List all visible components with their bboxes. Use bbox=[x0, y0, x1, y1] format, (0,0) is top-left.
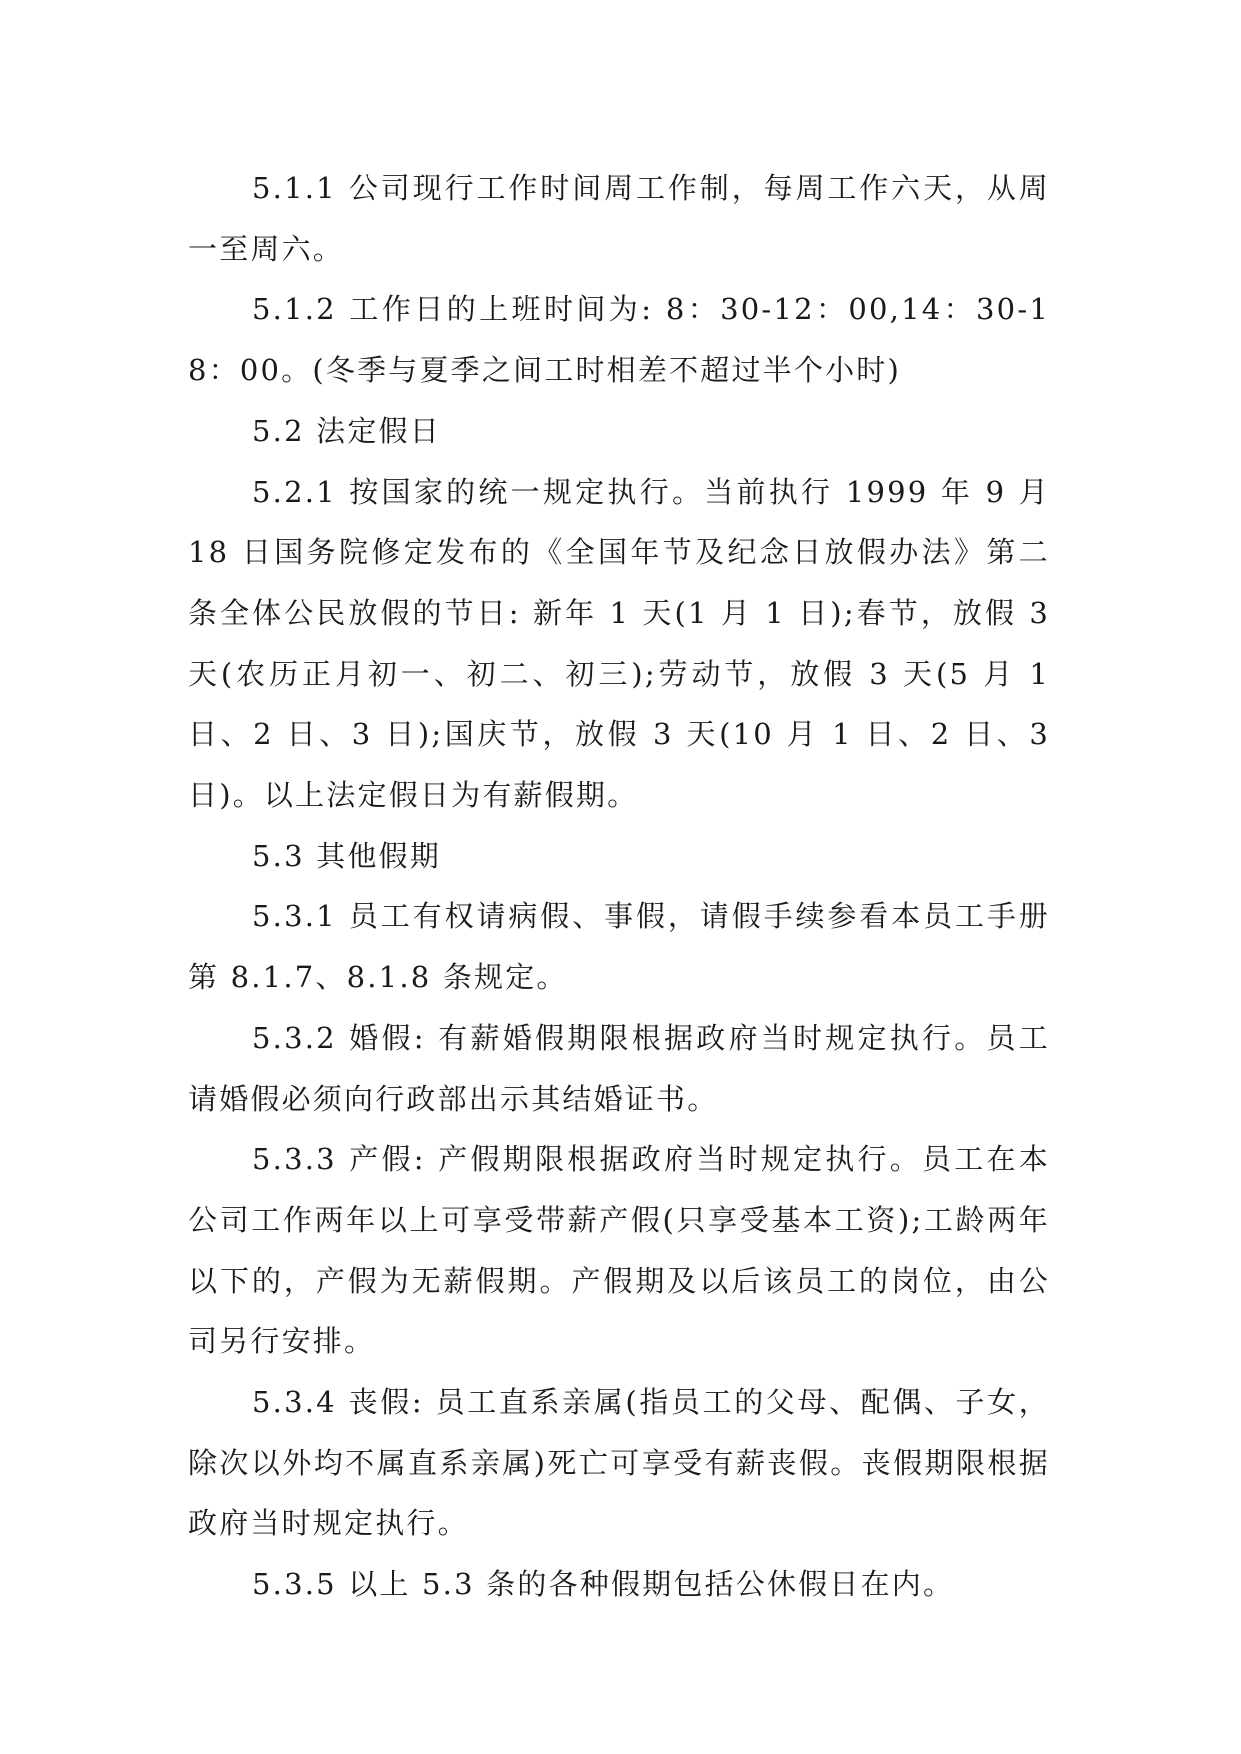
paragraph-5-1-1: 5.1.1 公司现行工作时间周工作制，每周工作六天，从周一至周六。 bbox=[188, 171, 1050, 266]
section-heading-5-2: 5.2 法定假日 bbox=[252, 413, 441, 448]
paragraph-5-2-1: 5.2.1 按国家的统一规定执行。当前执行 1999 年 9 月 18 日国务院修定发布的《全国年节及纪念日放假办法》第二条全体公民放假的节日: 新年 1 天(1 月 1 日);春节，放假 3 天(农历正月初一、初二、初三);劳动节，放假 3 天(5 月 1 日、2 日、3 日);国庆节，放假 3 天(10 月 1 日、2 日、3 日)。以上法定假日为有薪假期。 bbox=[188, 474, 1050, 813]
paragraph-5-3-4: 5.3.4 丧假: 员工直系亲属(指员工的父母、配偶、子女，除次以外均不属直系亲属)死亡可享受有薪丧假。丧假期限根据政府当时规定执行。 bbox=[188, 1385, 1050, 1541]
paragraph-5-1-2: 5.1.2 工作日的上班时间为: 8：30-12：00,14：30-18：00。(冬季与夏季之间工时相差不超过半个小时) bbox=[188, 292, 1050, 388]
paragraph-5-3-3: 5.3.3 产假: 产假期限根据政府当时规定执行。员工在本公司工作两年以上可享受带薪产假(只享受基本工资);工龄两年以下的，产假为无薪假期。产假期及以后该员工的岗位，由公司另行安排。 bbox=[188, 1142, 1050, 1359]
paragraph-5-3-1: 5.3.1 员工有权请病假、事假，请假手续参看本员工手册第 8.1.7、8.1.8 条规定。 bbox=[188, 899, 1050, 995]
document-body bbox=[188, 158, 1050, 1615]
paragraph-5-3-2: 5.3.2 婚假: 有薪婚假期限根据政府当时规定执行。员工请婚假必须向行政部出示其结婚证书。 bbox=[188, 1020, 1050, 1116]
section-heading-5-3: 5.3 其他假期 bbox=[252, 838, 441, 873]
paragraph-5-3-5: 5.3.5 以上 5.3 条的各种假期包括公休假日在内。 bbox=[252, 1567, 955, 1602]
